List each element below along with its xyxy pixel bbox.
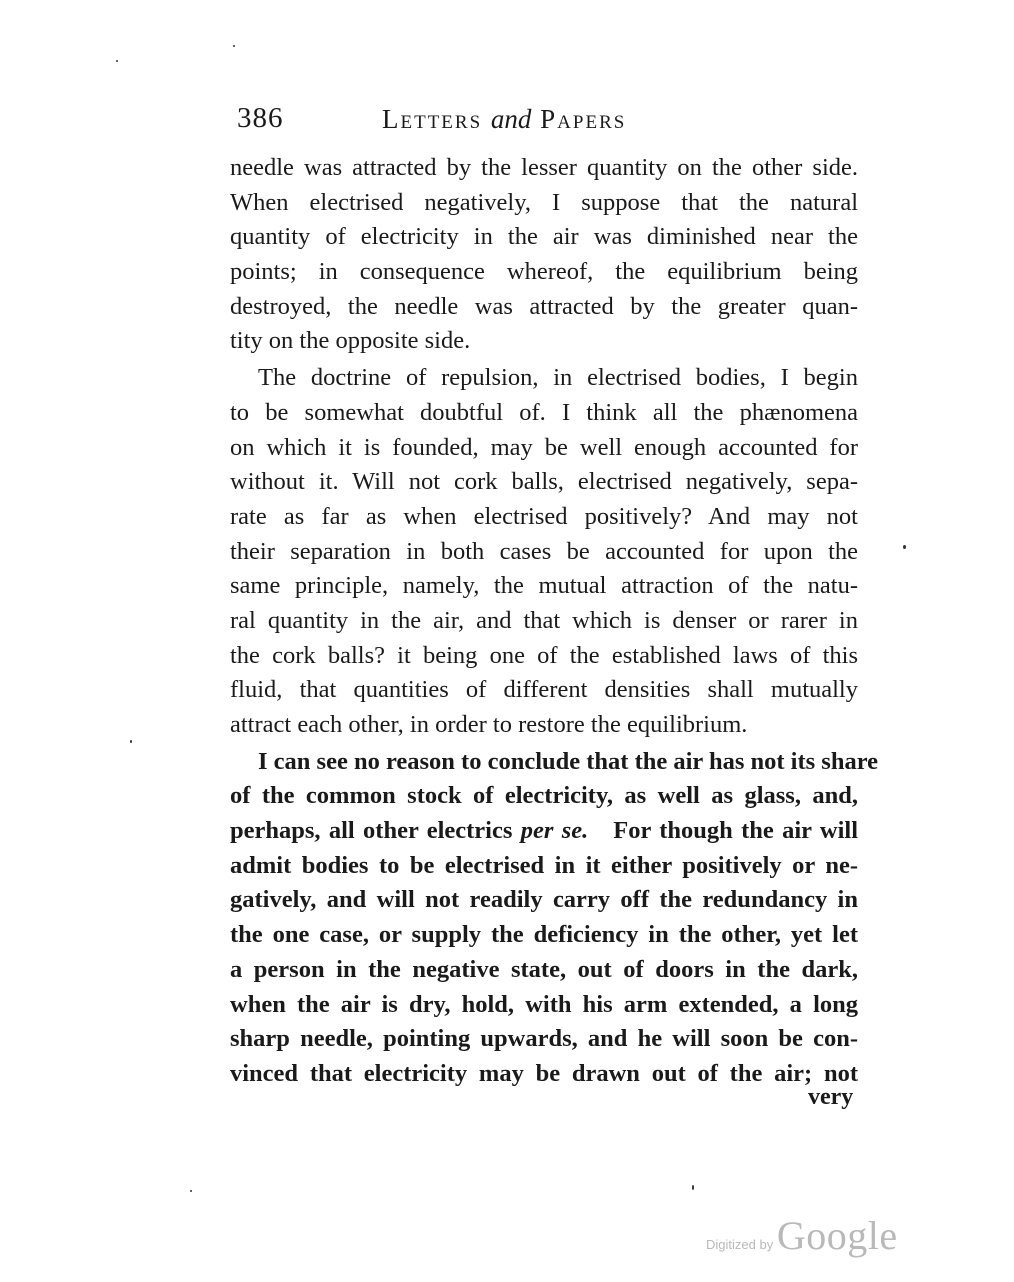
text-line: When electrised negatively, I suppose that the natural xyxy=(230,188,858,216)
scan-speck xyxy=(130,740,132,743)
scan-speck xyxy=(692,1185,694,1190)
text-line: fluid, that quantities of different densities shall mutually xyxy=(230,676,858,704)
text-line: same principle, namely, the mutual attraction of the natu- xyxy=(230,572,858,600)
paragraph-air-electricity xyxy=(230,745,879,1092)
scan-speck xyxy=(233,45,235,47)
text-line: quantity of electricity in the air was diminished near the xyxy=(230,223,858,251)
text-line: when the air is dry, hold, with his arm extended, a long xyxy=(230,990,858,1018)
digitized-watermark xyxy=(706,1212,898,1259)
text-line: ral quantity in the air, and that which is denser or rarer in xyxy=(230,606,858,634)
page-header xyxy=(235,100,860,140)
page-number: 386 xyxy=(237,102,284,134)
google-logo: Google xyxy=(776,1213,898,1258)
text-line: a person in the negative state, out of doors in the dark, xyxy=(230,955,858,983)
text-line: The doctrine of repulsion, in electrised bodies, I begin xyxy=(258,364,858,392)
text-line xyxy=(230,814,858,849)
text-line: destroyed, the needle was attracted by the greater quan- xyxy=(230,292,858,320)
text-line: the one case, or supply the deficiency in the other, yet let xyxy=(230,921,858,949)
scan-speck xyxy=(903,545,906,549)
text-line: tity on the opposite side. xyxy=(230,327,471,355)
running-head xyxy=(382,104,626,135)
running-head-suffix: Papers xyxy=(531,104,627,134)
text-line: points; in consequence whereof, the equilibrium being xyxy=(230,258,858,286)
text-line: sharp needle, pointing upwards, and he will soon be con- xyxy=(230,1025,858,1053)
body-text xyxy=(230,151,879,1092)
running-head-italic: and xyxy=(490,104,532,134)
watermark-prefix: Digitized by xyxy=(706,1237,777,1252)
scan-speck xyxy=(190,1190,192,1192)
text-line: vinced that electricity may be drawn out of the air; not xyxy=(230,1059,858,1087)
running-head-prefix: Letters xyxy=(382,104,491,134)
italic-phrase: per se. xyxy=(520,817,589,845)
text-line: needle was attracted by the lesser quantity on the other side. xyxy=(230,154,858,181)
catchword: very xyxy=(808,1084,854,1110)
paragraph-continuation xyxy=(230,151,858,359)
text-line: without it. Will not cork balls, electrised negatively, sepa- xyxy=(230,468,858,496)
scan-speck xyxy=(116,60,118,62)
text-line: the cork balls? it being one of the established laws of this xyxy=(230,641,858,669)
text-line: on which it is founded, may be well enough accounted for xyxy=(230,433,858,461)
text-line: rate as far as when electrised positively? And may not xyxy=(230,502,858,530)
text-line: I can see no reason to conclude that the air has not its share xyxy=(258,747,879,775)
text-line: attract each other, in order to restore the equilibrium. xyxy=(230,711,748,738)
text-fragment: perhaps, all other electrics xyxy=(230,817,521,845)
text-line: gatively, and will not readily carry off the redundancy in xyxy=(230,886,858,914)
paragraph-repulsion xyxy=(230,361,858,743)
text-line: admit bodies to be electrised in it either positively or ne- xyxy=(230,851,858,879)
text-line: of the common stock of electricity, as well as glass, and, xyxy=(230,782,858,810)
text-line: their separation in both cases be accounted for upon the xyxy=(230,537,858,565)
text-line: to be somewhat doubtful of. I think all the phænomena xyxy=(230,398,858,426)
text-fragment: For though the air will xyxy=(588,817,858,845)
